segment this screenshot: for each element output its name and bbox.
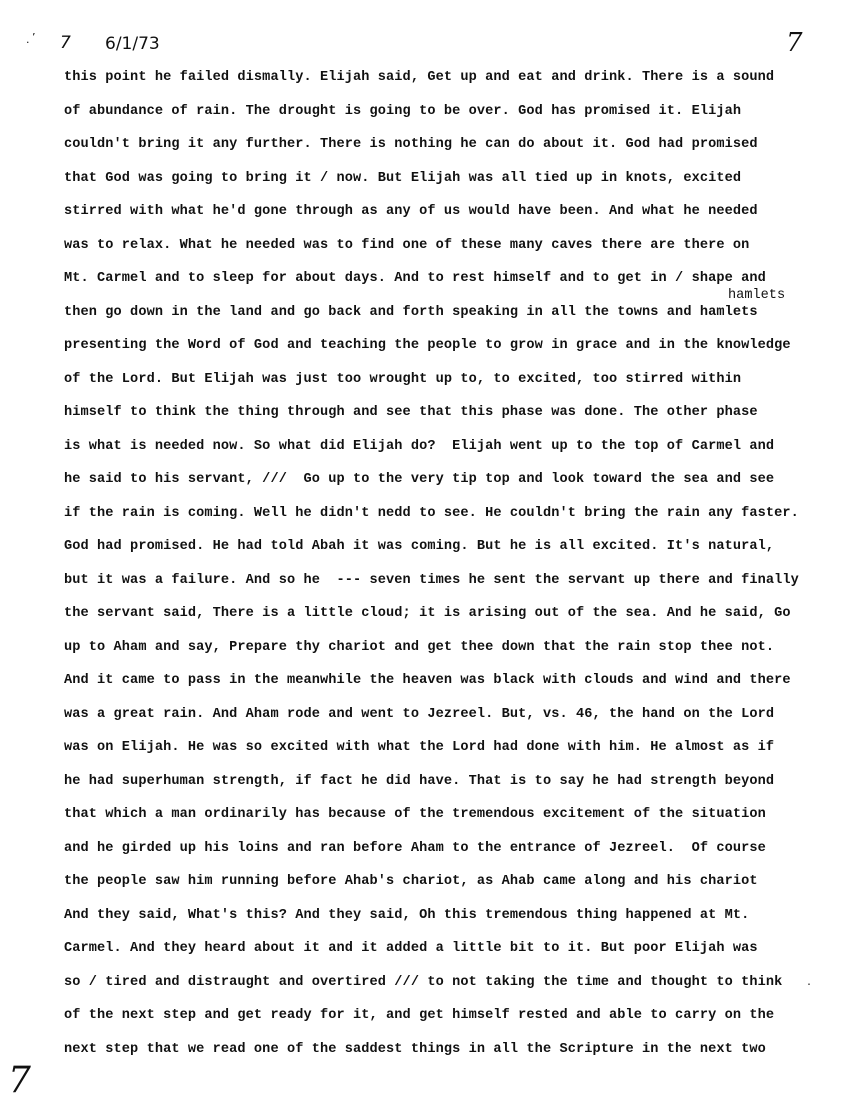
- text-line: Carmel. And they heard about it and it added a little bit to it. But poor Elijah was: [64, 941, 758, 956]
- text-line: Mt. Carmel and to sleep for about days. And to rest himself and to get in / shape and: [64, 271, 766, 286]
- text-line: was on Elijah. He was so excited with what the Lord had done with him. He almost as if: [64, 740, 775, 755]
- text-line: if the rain is coming. Well he didn't nedd to see. He couldn't bring the rain any faster.: [64, 505, 799, 521]
- text-line: couldn't bring it any further. There is nothing he can do about it. God had promised: [64, 137, 758, 152]
- text-line: then go down in the land and go back and forth speaking in all the towns and hamlets: [64, 304, 758, 320]
- text-line: the people saw him running before Ahab's chariot, as Ahab came along and his chariot: [64, 874, 758, 889]
- text-line: God had promised. He had told Abah it was coming. But he is all excited. It's natural,: [64, 539, 775, 554]
- text-line: himself to think the thing through and see that this phase was done. The other phase: [64, 405, 758, 420]
- typewritten-page: ’ · 7 6/1/73 7 hamlets this point he failed dismally. Elijah said, Get up and eat and drink. There is a sound of abundance of rain. The drought is going to be over. God has promised it. Elijah couldn't bring it any further. There is nothing he can do about it. God had promised that God was going to bring it / now. But Elijah was all tied up in knots, excited stirred with what he'd gone through as any of us would have been. And what he needed was to relax. What he needed was to find one of these many caves there are there on Mt. Carmel and to sleep for about days. And to rest himself and to get in / shape and then go down in the land and go back and forth speaking in all the towns and hamlets presenting the Word of God and teaching the people to grow in grace and in the knowledge of the Lord. But Elijah was just too wrought up to, to excited, too stirred within himself to think the thing through and see that this phase was done. The other phase is what is needed now. So what did Elijah do? Elijah went up to the top of Carmel and he said to his servant, /// Go up to the very tip top and look toward the sea and see if the rain is coming. Well he didn't nedd to see. He couldn't bring the rain any faster. God had promised. He had told Abah it was coming. But he is all excited. It's natural, but it was a failure. And so he --- seven times he sent the servant up there and finally the servant said, There is a little cloud; it is arising out of the sea. And he said, Go up to Aham and say, Prepare thy chariot and get thee down that the rain stop thee not. And it came to pass in the meanwhile the heaven was black with clouds and wind and there was a great rain. And Aham rode and went to Jezreel. But, vs. 46, the hand on the Lord was on Elijah. He was so excited with what the Lord had done with him. He almost as if he had superhuman strength, if fact he did have. That is to say he had strength beyond that which a man ordinarily has because of the tremendous excitement of the situation and he girded up his loins and ran before Aham to the entrance of Jezreel. Of course the people saw him running before Ahab's chariot, as Ahab came along and his chariot And they said, What's this? And they said, Oh this tremendous thing happened at Mt. Carmel. And they heard about it and it added a little bit to it. But poor Elijah was so / tired and distraught and overtired /// to not taking the time and thought to think of the next step and get ready for it, and get himself rested and able to carry on the next step that we read one of the saddest things in all the Scripture in the next two . 7: [0, 0, 855, 1105]
- text-line: presenting the Word of God and teaching the people to grow in grace and in the knowledge: [64, 338, 791, 353]
- page-number-footer: 7: [8, 1060, 31, 1101]
- text-line: is what is needed now. So what did Elijah do? Elijah went up to the top of Carmel and: [64, 438, 775, 454]
- text-line: was to relax. What he needed was to find one of these many caves there are there on: [64, 237, 750, 253]
- text-line: And it came to pass in the meanwhile the heaven was black with clouds and wind and there: [64, 673, 791, 688]
- page-marker-left: 7: [60, 33, 71, 53]
- text-line: And they said, What's this? And they said, Oh this tremendous thing happened at Mt.: [64, 907, 750, 923]
- handwritten-insertion: hamlets: [728, 288, 786, 303]
- text-line: so / tired and distraught and overtired /// to not taking the time and thought to think: [64, 974, 783, 990]
- text-line: of the next step and get ready for it, and get himself rested and able to carry on the: [64, 1008, 775, 1023]
- text-line: of abundance of rain. The drought is going to be over. God has promised it. Elijah: [64, 103, 742, 119]
- text-line: was a great rain. And Aham rode and went to Jezreel. But, vs. 46, the hand on the Lord: [64, 706, 775, 722]
- text-line: he had superhuman strength, if fact he did have. That is to say he had strength beyond: [64, 773, 775, 789]
- text-line: he said to his servant, /// Go up to the very tip top and look toward the sea and see: [64, 472, 775, 487]
- text-line: this point he failed dismally. Elijah said, Get up and eat and drink. There is a sound: [64, 70, 775, 85]
- text-line: up to Aham and say, Prepare thy chariot and get thee down that the rain stop thee not.: [64, 639, 775, 655]
- text-line: of the Lord. But Elijah was just too wrought up to, to excited, too stirred within: [64, 371, 742, 387]
- text-line: that which a man ordinarily has because of the tremendous excitement of the situation: [64, 807, 766, 822]
- page-date: 6/1/73: [105, 34, 160, 54]
- text-line: but it was a failure. And so he --- seven times he sent the servant up there and finally: [64, 572, 799, 588]
- text-line: that God was going to bring it / now. But Elijah was all tied up in knots, excited: [64, 170, 742, 186]
- text-line: the servant said, There is a little cloud; it is arising out of the sea. And he said, Go: [64, 606, 791, 621]
- page-marker-right: 7: [786, 28, 803, 58]
- body-text: [64, 66, 824, 1071]
- text-line: and he girded up his loins and ran before Aham to the entrance of Jezreel. Of course: [64, 840, 766, 856]
- text-line: stirred with what he'd gone through as any of us would have been. And what he needed: [64, 204, 758, 219]
- text-line: next step that we read one of the saddest things in all the Scripture in the next two: [64, 1041, 766, 1057]
- stray-mark: .: [806, 978, 813, 989]
